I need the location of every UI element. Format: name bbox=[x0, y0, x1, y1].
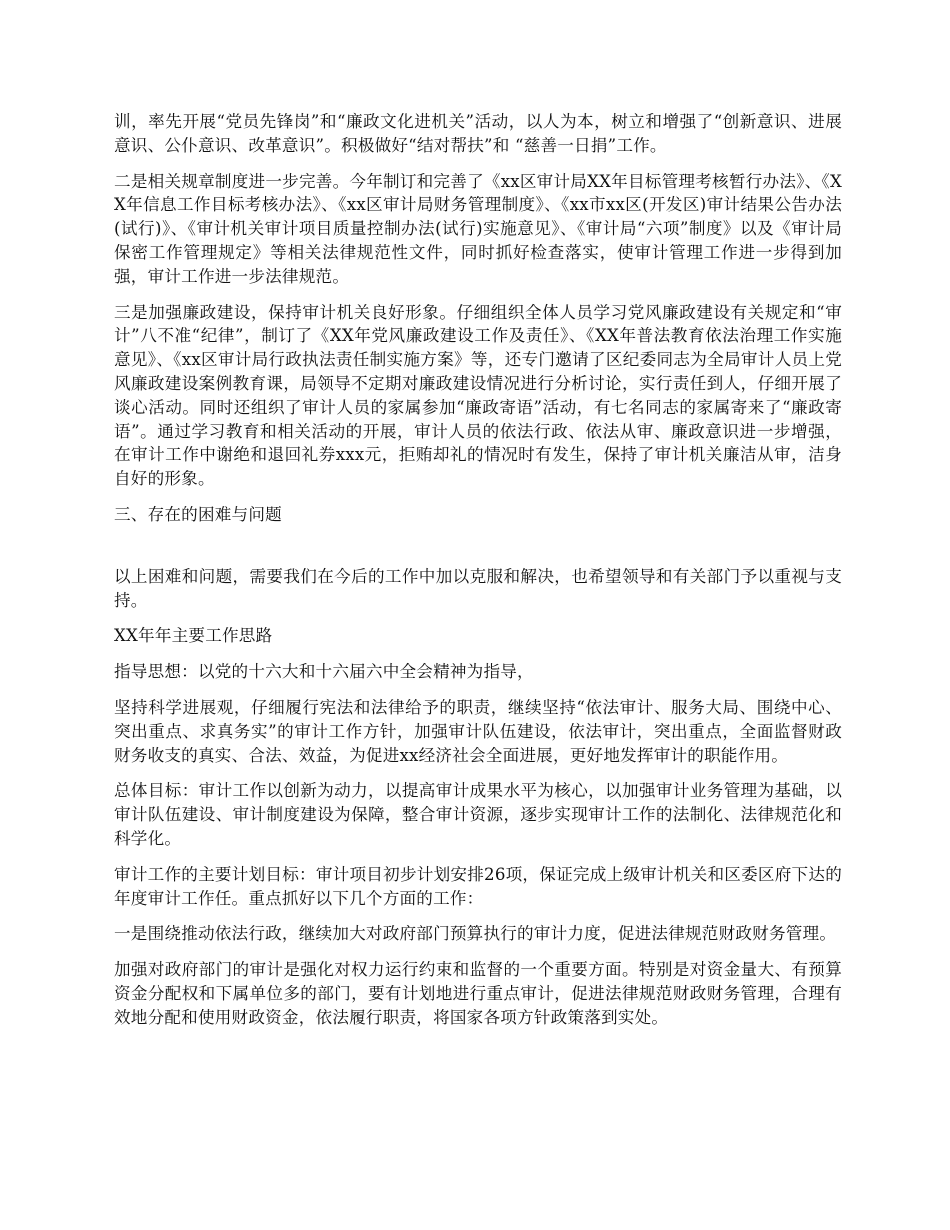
paragraph-integrity: 三是加强廉政建设，保持审计机关良好形象。仔细组织全体人员学习党风廉政建设有关规定和“审计”八不准“纪律”，制订了《XX年党风廉政建设工作及责任》、《XX年普法教育依法治理工作实施意见》、《xx区审计局行政执法责任制实施方案》等，还专门邀请了区纪委同志为全局审计人员上党风廉政建设案例教育课，局领导不定期对廉政建设情况进行分析讨论，实行责任到人，仔细开展了谈心活动。同时还组织了审计人员的家属参加“廉政寄语”活动，有七名同志的家属寄来了“廉政寄语”。通过学习教育和相关活动的开展，审计人员的依法行政、依法从审、廉政意识进一步增强，在审计工作中谢绝和退回礼券xxx元，拒贿却礼的情况时有发生，保持了审计机关廉洁从审，洁身自好的形象。 bbox=[114, 302, 842, 489]
paragraph-plan-goals: 审计工作的主要计划目标：审计项目初步计划安排26项，保证完成上级审计机关和区委区府下达的年度审计工作任。重点抓好以下几个方面的工作： bbox=[114, 864, 842, 908]
section-heading-problems: 三、存在的困难与问题 bbox=[114, 504, 282, 524]
blank-gap bbox=[114, 539, 842, 565]
paragraph-item-one: 一是围绕推动依法行政，继续加大对政府部门预算执行的审计力度，促进法律规范财政财务管理。 bbox=[114, 924, 837, 944]
paragraph-problems-summary: 以上困难和问题，需要我们在今后的工作中加以克服和解决，也希望领导和有关部门予以重视与支持。 bbox=[114, 566, 842, 610]
paragraph-overall-goal: 总体目标：审计工作以创新为动力，以提高审计成果水平为核心，以加强审计业务管理为基础，以审计队伍建设、审计制度建设为保障，整合审计资源，逐步实现审计工作的法制化、法律规范化和科学化。 bbox=[114, 781, 842, 848]
paragraph-scientific-development: 坚持科学进展观，仔细履行宪法和法律给予的职责，继续坚持“依法审计、服务大局、围绕中心、突出重点、求真务实”的审计工作方针，加强审计队伍建设，依法审计，突出重点，全面监督财政财务收支的真实、合法、效益，为促进xx经济社会全面进展，更好地发挥审计的职能作用。 bbox=[114, 697, 842, 765]
paragraph-intro-continuation: 训，率先开展“党员先锋岗”和“廉政文化进机关”活动，以人为本，树立和增强了“创新意识、进展意识、公仆意识、改革意识”。积极做好“结对帮扶”和 “慈善一日捐”工作。 bbox=[114, 112, 842, 155]
section-heading-plan: XX年年主要工作思路 bbox=[114, 626, 273, 646]
paragraph-regulations: 二是相关规章制度进一步完善。今年制订和完善了《xx区审计局XX年目标管理考核暂行办法》、《XX年信息工作目标考核办法》、《xx区审计局财务管理制度》、《xx市xx区(开发区)审计结果公告办法(试行)》、《审计机关审计项目质量控制办法(试行)实施意见》、《审计局“六项”制度》以及《审计局保密工作管理规定》等相关法律规范性文件，同时抓好检查落实，使审计管理工作进一步得到加强，审计工作进一步法律规范。 bbox=[114, 171, 842, 286]
document-body bbox=[114, 110, 842, 1042]
paragraph-government-audit: 加强对政府部门的审计是强化对权力运行约束和监督的一个重要方面。特别是对资金量大、有预算资金分配权和下属单位多的部门，要有计划地进行重点审计，促进法律规范财政财务管理，合理有效地分配和使用财政资金，依法履行职责，将国家各项方针政策落到实处。 bbox=[114, 960, 842, 1027]
paragraph-guiding-thought: 指导思想：以党的十六大和十六届六中全会精神为指导， bbox=[114, 662, 534, 682]
